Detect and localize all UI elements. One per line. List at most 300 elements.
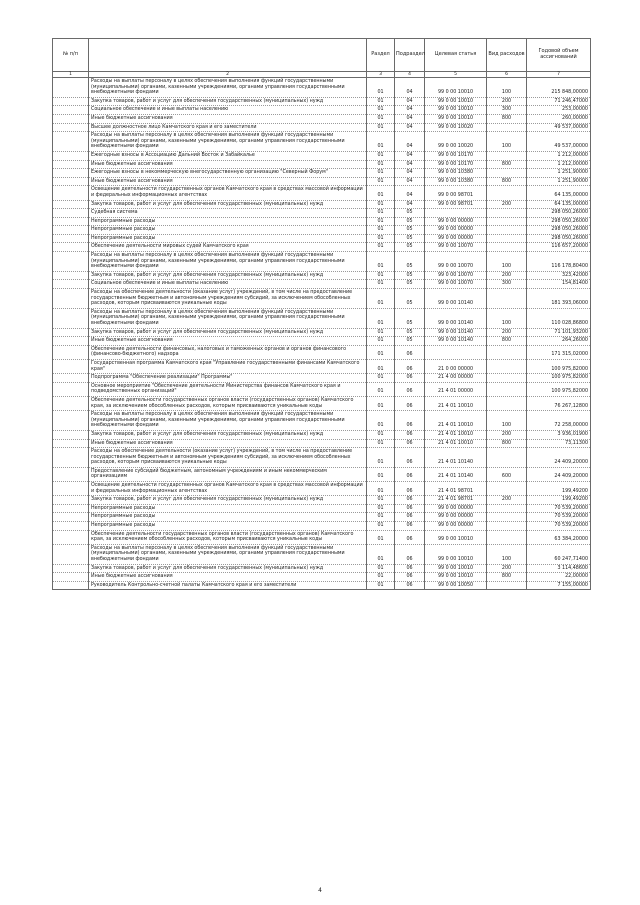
row-section: 01 bbox=[367, 411, 395, 431]
row-target-article: 21 4 01 98701 bbox=[425, 482, 487, 496]
header-section: Раздел bbox=[367, 39, 395, 72]
row-subsection: 06 bbox=[395, 573, 425, 582]
row-expense-type bbox=[487, 374, 527, 383]
row-target-article: 21 4 01 10140 bbox=[425, 448, 487, 468]
row-amount: 63 384,20000 bbox=[527, 530, 591, 544]
row-expense-type: 800 bbox=[487, 114, 527, 123]
row-subsection: 04 bbox=[395, 186, 425, 200]
row-name: Иные бюджетные ассигнования bbox=[89, 439, 367, 448]
table-row bbox=[53, 345, 591, 359]
row-name: Закупка товаров, работ и услуг для обеспечения государственных (муниципальных) нужд bbox=[89, 496, 367, 505]
row-subsection: 06 bbox=[395, 513, 425, 522]
row-amount: 171 315,02000 bbox=[527, 345, 591, 359]
row-amount: 1 212,00000 bbox=[527, 160, 591, 169]
row-expense-type bbox=[487, 482, 527, 496]
row-target-article: 99 0 00 10070 bbox=[425, 271, 487, 280]
table-row bbox=[53, 78, 591, 98]
row-section: 01 bbox=[367, 114, 395, 123]
row-target-article: 99 0 00 98701 bbox=[425, 186, 487, 200]
row-section: 01 bbox=[367, 374, 395, 383]
row-target-article: 99 0 00 10170 bbox=[425, 151, 487, 160]
row-subsection: 06 bbox=[395, 530, 425, 544]
row-target-article: 21 4 01 10010 bbox=[425, 411, 487, 431]
row-name: Расходы на выплаты персоналу в целях обеспечения выполнения функций государственными (муниципальными) органами, казенными учреждениями, органами управления государственными внебюджетными фондами bbox=[89, 411, 367, 431]
table-row bbox=[53, 234, 591, 243]
row-subsection: 04 bbox=[395, 160, 425, 169]
row-name: Иные бюджетные ассигнования bbox=[89, 573, 367, 582]
row-number bbox=[53, 252, 89, 272]
row-subsection: 06 bbox=[395, 482, 425, 496]
row-expense-type: 800 bbox=[487, 573, 527, 582]
row-target-article: 99 0 00 10010 bbox=[425, 544, 487, 564]
header-target-article: Целевая статья bbox=[425, 39, 487, 72]
row-name: Обеспечение деятельности государственных органов власти (государственных органов) Камчатского края, за исключением обособленных расходов, которым присваиваются уникальные коды bbox=[89, 530, 367, 544]
budget-table-sheet bbox=[52, 38, 590, 590]
row-target-article: 99 0 00 10010 bbox=[425, 78, 487, 98]
row-amount: 1 212,00000 bbox=[527, 151, 591, 160]
table-row bbox=[53, 106, 591, 115]
row-number bbox=[53, 280, 89, 289]
row-expense-type: 200 bbox=[487, 271, 527, 280]
row-amount: 70 539,20000 bbox=[527, 504, 591, 513]
row-amount: 298 050,26000 bbox=[527, 209, 591, 218]
row-name: Иные бюджетные ассигнования bbox=[89, 160, 367, 169]
row-section: 01 bbox=[367, 564, 395, 573]
row-section: 01 bbox=[367, 200, 395, 209]
row-target-article: 99 0 00 00000 bbox=[425, 234, 487, 243]
row-expense-type: 100 bbox=[487, 78, 527, 98]
row-amount: 49 537,00000 bbox=[527, 132, 591, 152]
row-amount: 49 537,00000 bbox=[527, 123, 591, 132]
row-subsection: 05 bbox=[395, 252, 425, 272]
row-section: 01 bbox=[367, 496, 395, 505]
table-row bbox=[53, 544, 591, 564]
row-target-article: 21 4 01 00000 bbox=[425, 382, 487, 396]
table-row bbox=[53, 573, 591, 582]
row-number bbox=[53, 78, 89, 98]
header-annual-amount: Годовой объем ассигнований bbox=[527, 39, 591, 72]
row-number bbox=[53, 271, 89, 280]
row-amount: 100 975,82000 bbox=[527, 359, 591, 373]
row-amount: 253,00000 bbox=[527, 106, 591, 115]
row-section: 01 bbox=[367, 581, 395, 590]
row-amount: 260,00000 bbox=[527, 114, 591, 123]
row-section: 01 bbox=[367, 396, 395, 410]
row-amount: 70 539,20000 bbox=[527, 522, 591, 531]
row-target-article: 99 0 00 00000 bbox=[425, 522, 487, 531]
row-section: 01 bbox=[367, 151, 395, 160]
row-section: 01 bbox=[367, 169, 395, 178]
row-amount: 199,49200 bbox=[527, 482, 591, 496]
row-subsection: 05 bbox=[395, 209, 425, 218]
row-section: 01 bbox=[367, 573, 395, 582]
row-section: 01 bbox=[367, 209, 395, 218]
row-amount: 24 409,20000 bbox=[527, 467, 591, 481]
row-number bbox=[53, 106, 89, 115]
table-row bbox=[53, 217, 591, 226]
row-name: Обеспечение деятельности финансовых, налоговых и таможенных органов и органов финансового (финансово-бюджетного) надзора bbox=[89, 345, 367, 359]
row-section: 01 bbox=[367, 106, 395, 115]
table-row bbox=[53, 160, 591, 169]
row-target-article: 99 0 00 10380 bbox=[425, 169, 487, 178]
row-expense-type bbox=[487, 522, 527, 531]
row-name: Подпрограмма "Обеспечение реализации" Программы" bbox=[89, 374, 367, 383]
row-amount: 7 155,00000 bbox=[527, 581, 591, 590]
row-section: 01 bbox=[367, 382, 395, 396]
row-subsection: 06 bbox=[395, 374, 425, 383]
row-name: Расходы на выплаты персоналу в целях обеспечения выполнения функций государственными (муниципальными) органами, казенными учреждениями, органами управления государственными внебюджетными фондами bbox=[89, 252, 367, 272]
row-expense-type: 100 bbox=[487, 308, 527, 328]
table-row bbox=[53, 177, 591, 186]
table-row bbox=[53, 411, 591, 431]
row-section: 01 bbox=[367, 448, 395, 468]
row-section: 01 bbox=[367, 234, 395, 243]
row-section: 01 bbox=[367, 97, 395, 106]
row-expense-type: 600 bbox=[487, 467, 527, 481]
row-number bbox=[53, 345, 89, 359]
row-number bbox=[53, 243, 89, 252]
row-expense-type: 200 bbox=[487, 496, 527, 505]
table-row bbox=[53, 200, 591, 209]
row-number bbox=[53, 234, 89, 243]
row-amount: 116 178,80400 bbox=[527, 252, 591, 272]
row-expense-type: 100 bbox=[487, 132, 527, 152]
row-number bbox=[53, 430, 89, 439]
row-subsection: 06 bbox=[395, 544, 425, 564]
row-section: 01 bbox=[367, 337, 395, 346]
row-name: Расходы на выплаты персоналу в целях обеспечения выполнения функций государственными (муниципальными) органами, казенными учреждениями, органами управления государственными внебюджетными фондами bbox=[89, 544, 367, 564]
row-number bbox=[53, 513, 89, 522]
table-row bbox=[53, 522, 591, 531]
column-number: 5 bbox=[425, 72, 487, 78]
row-target-article: 21 4 01 98701 bbox=[425, 496, 487, 505]
table-row bbox=[53, 97, 591, 106]
row-name: Предоставление субсидий бюджетным, автономным учреждениям и иным некоммерческим организациям bbox=[89, 467, 367, 481]
row-expense-type bbox=[487, 382, 527, 396]
table-row bbox=[53, 504, 591, 513]
row-number bbox=[53, 411, 89, 431]
row-expense-type bbox=[487, 513, 527, 522]
row-number bbox=[53, 530, 89, 544]
table-row bbox=[53, 482, 591, 496]
row-number bbox=[53, 544, 89, 564]
row-section: 01 bbox=[367, 430, 395, 439]
row-subsection: 05 bbox=[395, 217, 425, 226]
row-target-article: 99 0 00 98701 bbox=[425, 200, 487, 209]
row-number bbox=[53, 573, 89, 582]
table-row bbox=[53, 337, 591, 346]
header-subsection: Подраздел bbox=[395, 39, 425, 72]
row-expense-type: 100 bbox=[487, 252, 527, 272]
row-section: 01 bbox=[367, 328, 395, 337]
column-number: 7 bbox=[527, 72, 591, 78]
row-subsection: 04 bbox=[395, 123, 425, 132]
row-name: Освещение деятельности государственных органов Камчатского края в средствах массовой информации и федеральных информационных агентствах bbox=[89, 186, 367, 200]
table-row bbox=[53, 430, 591, 439]
row-section: 01 bbox=[367, 530, 395, 544]
row-number bbox=[53, 504, 89, 513]
row-expense-type: 200 bbox=[487, 328, 527, 337]
row-expense-type: 200 bbox=[487, 430, 527, 439]
row-name: Закупка товаров, работ и услуг для обеспечения государственных (муниципальных) нужд bbox=[89, 97, 367, 106]
row-subsection: 06 bbox=[395, 396, 425, 410]
row-section: 01 bbox=[367, 522, 395, 531]
table-row bbox=[53, 530, 591, 544]
row-subsection: 06 bbox=[395, 439, 425, 448]
row-name: Расходы на выплаты персоналу в целях обеспечения выполнения функций государственными (муниципальными) органами, казенными учреждениями, органами управления государственными внебюджетными фондами bbox=[89, 78, 367, 98]
row-section: 01 bbox=[367, 504, 395, 513]
row-amount: 181 393,06000 bbox=[527, 289, 591, 309]
page-number: 4 bbox=[318, 887, 322, 894]
row-target-article: 21 4 00 00000 bbox=[425, 374, 487, 383]
row-expense-type bbox=[487, 151, 527, 160]
row-expense-type: 200 bbox=[487, 564, 527, 573]
row-section: 01 bbox=[367, 513, 395, 522]
row-expense-type: 300 bbox=[487, 280, 527, 289]
row-target-article: 99 0 00 10020 bbox=[425, 123, 487, 132]
row-subsection: 05 bbox=[395, 226, 425, 235]
row-amount: 1 251,90000 bbox=[527, 177, 591, 186]
row-amount: 298 050,26000 bbox=[527, 234, 591, 243]
row-number bbox=[53, 123, 89, 132]
row-number bbox=[53, 581, 89, 590]
table-row bbox=[53, 374, 591, 383]
table-header-row bbox=[53, 39, 591, 72]
row-section: 01 bbox=[367, 439, 395, 448]
row-number bbox=[53, 496, 89, 505]
table-row bbox=[53, 564, 591, 573]
row-target-article bbox=[425, 345, 487, 359]
row-subsection: 04 bbox=[395, 151, 425, 160]
row-expense-type: 800 bbox=[487, 160, 527, 169]
table-row bbox=[53, 151, 591, 160]
row-subsection: 06 bbox=[395, 359, 425, 373]
row-expense-type bbox=[487, 234, 527, 243]
row-subsection: 05 bbox=[395, 271, 425, 280]
row-name: Непрограммные расходы bbox=[89, 234, 367, 243]
row-name: Ежегодные взносы в Ассоциацию Дальний Восток и Забайкалье bbox=[89, 151, 367, 160]
row-section: 01 bbox=[367, 78, 395, 98]
row-subsection: 05 bbox=[395, 328, 425, 337]
table-row bbox=[53, 169, 591, 178]
row-target-article: 99 0 00 00000 bbox=[425, 504, 487, 513]
row-name: Непрограммные расходы bbox=[89, 522, 367, 531]
row-name: Руководитель Контрольно-счетной палаты Камчатского края и его заместители bbox=[89, 581, 367, 590]
row-target-article: 21 4 01 10010 bbox=[425, 430, 487, 439]
row-name: Закупка товаров, работ и услуг для обеспечения государственных (муниципальных) нужд bbox=[89, 564, 367, 573]
row-target-article: 99 0 00 10140 bbox=[425, 328, 487, 337]
row-amount: 73,11300 bbox=[527, 439, 591, 448]
row-number bbox=[53, 186, 89, 200]
row-expense-type bbox=[487, 209, 527, 218]
row-name: Иные бюджетные ассигнования bbox=[89, 337, 367, 346]
row-number bbox=[53, 439, 89, 448]
table-row bbox=[53, 581, 591, 590]
row-name: Обеспечение деятельности мировых судей Камчатского края bbox=[89, 243, 367, 252]
table-row bbox=[53, 513, 591, 522]
row-expense-type: 300 bbox=[487, 106, 527, 115]
row-name: Социальное обеспечение и иные выплаты населению bbox=[89, 106, 367, 115]
row-amount: 24 409,20000 bbox=[527, 448, 591, 468]
row-subsection: 06 bbox=[395, 430, 425, 439]
row-number bbox=[53, 522, 89, 531]
row-subsection: 05 bbox=[395, 337, 425, 346]
row-target-article: 99 0 00 10170 bbox=[425, 160, 487, 169]
column-number: 4 bbox=[395, 72, 425, 78]
column-number: 1 bbox=[53, 72, 89, 78]
row-section: 01 bbox=[367, 160, 395, 169]
row-amount: 60 247,71400 bbox=[527, 544, 591, 564]
row-expense-type: 100 bbox=[487, 411, 527, 431]
row-expense-type bbox=[487, 289, 527, 309]
row-name: Иные бюджетные ассигнования bbox=[89, 177, 367, 186]
row-amount: 323,42000 bbox=[527, 271, 591, 280]
row-target-article bbox=[425, 209, 487, 218]
row-name: Основное мероприятие "Обеспечение деятельности Министерства финансов Камчатского края и подведомственных организаций" bbox=[89, 382, 367, 396]
row-target-article: 99 0 00 10020 bbox=[425, 132, 487, 152]
row-number bbox=[53, 97, 89, 106]
row-expense-type bbox=[487, 217, 527, 226]
row-amount: 110 028,86800 bbox=[527, 308, 591, 328]
row-expense-type bbox=[487, 169, 527, 178]
row-name: Иные бюджетные ассигнования bbox=[89, 114, 367, 123]
row-amount: 215 848,00000 bbox=[527, 78, 591, 98]
row-amount: 116 657,20000 bbox=[527, 243, 591, 252]
row-section: 01 bbox=[367, 280, 395, 289]
row-amount: 72 258,00000 bbox=[527, 411, 591, 431]
row-name: Высшее должностное лицо Камчатского края и его заместители bbox=[89, 123, 367, 132]
row-target-article: 99 0 00 10010 bbox=[425, 573, 487, 582]
row-subsection: 04 bbox=[395, 177, 425, 186]
table-row bbox=[53, 289, 591, 309]
row-amount: 298 050,26000 bbox=[527, 217, 591, 226]
row-name: Непрограммные расходы bbox=[89, 226, 367, 235]
row-name: Расходы на выплаты персоналу в целях обеспечения выполнения функций государственными (муниципальными) органами, казенными учреждениями, органами управления государственными внебюджетными фондами bbox=[89, 132, 367, 152]
row-number bbox=[53, 177, 89, 186]
row-name: Освещение деятельности государственных органов Камчатского края в средствах массовой информации и федеральных информационных агентствах bbox=[89, 482, 367, 496]
row-target-article: 99 0 00 00000 bbox=[425, 513, 487, 522]
row-subsection: 06 bbox=[395, 581, 425, 590]
row-name: Непрограммные расходы bbox=[89, 217, 367, 226]
row-number bbox=[53, 564, 89, 573]
row-number bbox=[53, 132, 89, 152]
row-name: Закупка товаров, работ и услуг для обеспечения государственных (муниципальных) нужд bbox=[89, 328, 367, 337]
row-expense-type: 800 bbox=[487, 337, 527, 346]
row-expense-type bbox=[487, 123, 527, 132]
row-amount: 100 975,82000 bbox=[527, 374, 591, 383]
row-name: Ежегодные взносы в некоммерческую внегосударственную организацию "Северный Форум" bbox=[89, 169, 367, 178]
table-row bbox=[53, 328, 591, 337]
row-subsection: 06 bbox=[395, 448, 425, 468]
row-amount: 70 539,20000 bbox=[527, 513, 591, 522]
row-section: 01 bbox=[367, 186, 395, 200]
row-subsection: 04 bbox=[395, 132, 425, 152]
row-amount: 71 101,93200 bbox=[527, 328, 591, 337]
row-expense-type: 200 bbox=[487, 200, 527, 209]
row-name: Социальное обеспечение и иные выплаты населению bbox=[89, 280, 367, 289]
row-expense-type: 800 bbox=[487, 177, 527, 186]
row-subsection: 06 bbox=[395, 564, 425, 573]
column-number: 2 bbox=[89, 72, 367, 78]
row-expense-type bbox=[487, 226, 527, 235]
row-expense-type bbox=[487, 243, 527, 252]
row-section: 01 bbox=[367, 123, 395, 132]
row-section: 01 bbox=[367, 544, 395, 564]
row-expense-type bbox=[487, 186, 527, 200]
row-expense-type: 100 bbox=[487, 544, 527, 564]
row-section: 01 bbox=[367, 482, 395, 496]
row-section: 01 bbox=[367, 217, 395, 226]
row-number bbox=[53, 374, 89, 383]
row-target-article: 99 0 00 10140 bbox=[425, 289, 487, 309]
row-amount: 154,81400 bbox=[527, 280, 591, 289]
row-number bbox=[53, 396, 89, 410]
row-subsection: 05 bbox=[395, 243, 425, 252]
row-expense-type bbox=[487, 359, 527, 373]
row-subsection: 04 bbox=[395, 78, 425, 98]
row-name: Расходы на обеспечение деятельности (оказание услуг) учреждений, в том числе на предоставление государственным бюджетным и автономным учреждениям субсидий, за исключением обособленных расходов, которым присваиваются уникальные коды bbox=[89, 289, 367, 309]
row-section: 01 bbox=[367, 359, 395, 373]
table-row bbox=[53, 382, 591, 396]
row-expense-type bbox=[487, 530, 527, 544]
table-row bbox=[53, 496, 591, 505]
row-subsection: 05 bbox=[395, 280, 425, 289]
row-expense-type bbox=[487, 581, 527, 590]
column-number: 3 bbox=[367, 72, 395, 78]
row-number bbox=[53, 467, 89, 481]
row-target-article: 21 4 01 10010 bbox=[425, 439, 487, 448]
row-expense-type bbox=[487, 345, 527, 359]
row-section: 01 bbox=[367, 289, 395, 309]
row-subsection: 04 bbox=[395, 114, 425, 123]
row-expense-type: 800 bbox=[487, 439, 527, 448]
row-subsection: 05 bbox=[395, 234, 425, 243]
row-number bbox=[53, 209, 89, 218]
row-section: 01 bbox=[367, 467, 395, 481]
row-name: Закупка товаров, работ и услуг для обеспечения государственных (муниципальных) нужд bbox=[89, 200, 367, 209]
row-name: Государственная программа Камчатского края "Управление государственными финансами Камчатского края" bbox=[89, 359, 367, 373]
table-row bbox=[53, 448, 591, 468]
row-amount: 298 050,26000 bbox=[527, 226, 591, 235]
column-number: 6 bbox=[487, 72, 527, 78]
row-section: 01 bbox=[367, 132, 395, 152]
table-row bbox=[53, 226, 591, 235]
row-target-article: 99 0 00 10010 bbox=[425, 530, 487, 544]
row-subsection: 04 bbox=[395, 169, 425, 178]
row-number bbox=[53, 328, 89, 337]
row-amount: 71 246,47000 bbox=[527, 97, 591, 106]
row-section: 01 bbox=[367, 243, 395, 252]
row-amount: 264,26000 bbox=[527, 337, 591, 346]
row-section: 01 bbox=[367, 345, 395, 359]
row-target-article: 21 0 00 00000 bbox=[425, 359, 487, 373]
row-name: Обеспечение деятельности государственных органов власти (государственных органов) Камчатского края, за исключением обособленных расходов, которым присваиваются уникальные коды bbox=[89, 396, 367, 410]
row-name: Закупка товаров, работ и услуг для обеспечения государственных (муниципальных) нужд bbox=[89, 271, 367, 280]
row-number bbox=[53, 200, 89, 209]
row-target-article: 99 0 00 10070 bbox=[425, 252, 487, 272]
row-target-article: 21 4 01 10010 bbox=[425, 396, 487, 410]
row-number bbox=[53, 448, 89, 468]
row-number bbox=[53, 114, 89, 123]
row-amount: 199,49200 bbox=[527, 496, 591, 505]
row-name: Расходы на выплаты персоналу в целях обеспечения выполнения функций государственными (муниципальными) органами, казенными учреждениями, органами управления государственными внебюджетными фондами bbox=[89, 308, 367, 328]
table-row bbox=[53, 123, 591, 132]
row-target-article: 21 4 01 10140 bbox=[425, 467, 487, 481]
row-number bbox=[53, 226, 89, 235]
row-number bbox=[53, 482, 89, 496]
row-section: 01 bbox=[367, 252, 395, 272]
row-number bbox=[53, 359, 89, 373]
